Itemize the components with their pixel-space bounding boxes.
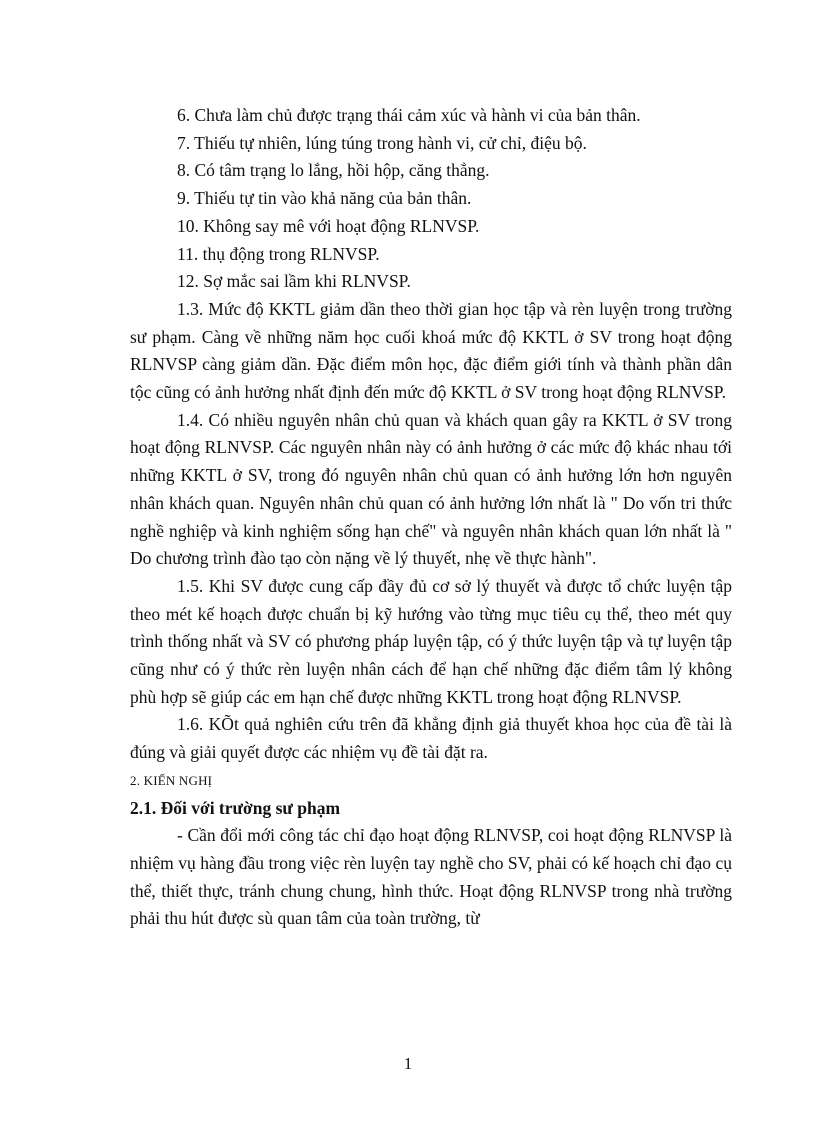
page-number: 1 — [403, 1054, 413, 1073]
paragraph-1-3: 1.3. Mức độ KKTL giảm dần theo thời gian học tập và rèn luyện trong trường sư phạm. Càng về những năm học cuối khoá mức độ KKTL ở SV trong hoạt động RLNVSP càng giảm dần. Đặc điểm môn học, đặc điểm giới tính và thành phần dân tộc cũng có ảnh hưởng nhất định đến mức độ KKTL ở SV trong hoạt động RLNVSP. — [130, 298, 732, 403]
list-item: 10. Không say mê với hoạt động RLNVSP. — [177, 215, 480, 236]
list-item: 7. Thiếu tự nhiên, lúng túng trong hành vi, cử chỉ, điệu bộ. — [177, 132, 587, 153]
paragraph-1-4: 1.4. Có nhiều nguyên nhân chủ quan và khách quan gây ra KKTL ở SV trong hoạt động RLNVSP. Các nguyên nhân này có ảnh hưởng ở các mức độ khác nhau tới những KKTL ở SV, trong đó nguyên nhân chủ quan có ảnh hưởng lớn hơn nguyên nhân khách quan. Nguyên nhân chủ quan có ảnh hưởng lớn nhất là " Do vốn tri thức nghề nghiệp và kinh nghiệm sống hạn chế" và nguyên nhân khách quan lớn nhất là " Do chương trình đào tạo còn nặng về lý thuyết, nhẹ về thực hành". — [130, 409, 732, 569]
list-item: 11. thụ động trong RLNVSP. — [177, 243, 380, 264]
paragraph-1-6: 1.6. KÕt quả nghiên cứu trên đã khẳng định giả thuyết khoa học của đề tài là đúng và giải quyết được các nhiệm vụ đề tài đặt ra. — [130, 714, 732, 763]
page-content — [130, 102, 732, 933]
list-item: 9. Thiếu tự tin vào khả năng của bản thân. — [177, 188, 472, 209]
list-item: 8. Có tâm trạng lo lắng, hồi hộp, căng thẳng. — [177, 160, 490, 181]
section-heading-recommendations: 2. KIẾN NGHỊ — [130, 772, 213, 788]
subsection-heading-pedagogical-schools: 2.1. Đối với trường sư phạm — [130, 797, 341, 818]
list-item: 6. Chưa làm chủ được trạng thái cảm xúc và hành vi của bản thân. — [177, 105, 641, 125]
list-item: 12. Sợ mắc sai lầm khi RLNVSP. — [177, 271, 411, 292]
paragraph-2-1: - Cần đổi mới công tác chỉ đạo hoạt động RLNVSP, coi hoạt động RLNVSP là nhiệm vụ hàng đầu trong việc rèn luyện tay nghề cho SV, phải có kế hoạch chỉ đạo cụ thể, thiết thực, tránh chung chung, hình thức. Hoạt động RLNVSP trong nhà trường phải thu hút được sù quan tâm của toàn trường, từ — [130, 825, 732, 929]
paragraph-1-5: 1.5. Khi SV được cung cấp đầy đủ cơ sở lý thuyết và được tổ chức luyện tập theo mét kế hoạch được chuẩn bị kỹ hướng vào từng mục tiêu cụ thể, theo mét quy trình thống nhất và SV có phương pháp luyện tập, có ý thức luyện tập và tự luyện tập cũng như có ý thức rèn luyện nhân cách để hạn chế những đặc điểm tâm lý không phù hợp sẽ giúp các em hạn chế được những KKTL trong hoạt động RLNVSP. — [130, 575, 732, 707]
